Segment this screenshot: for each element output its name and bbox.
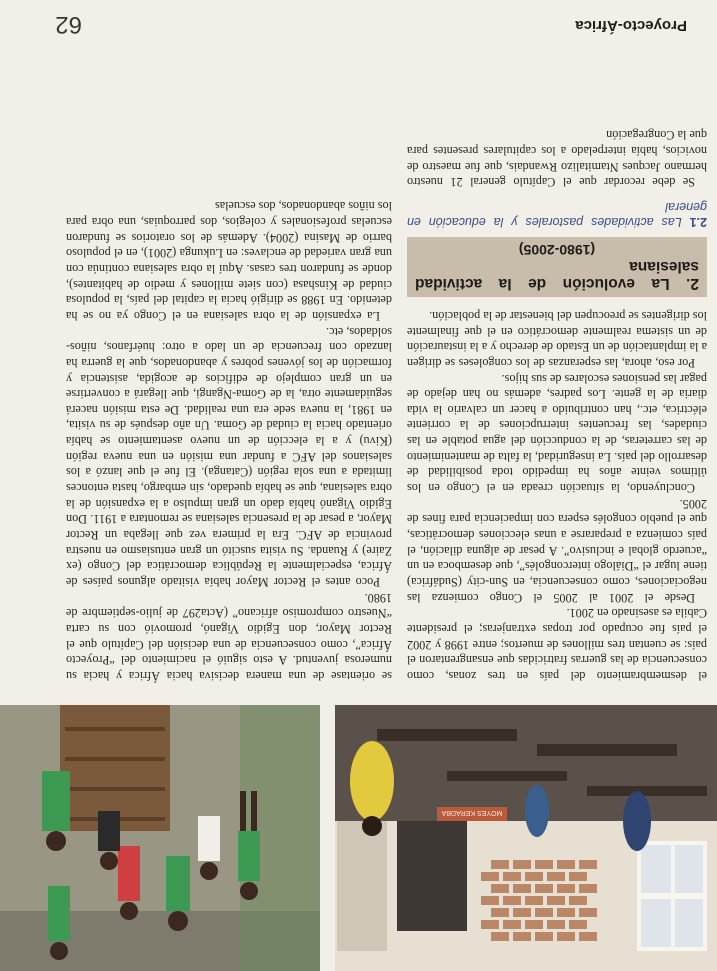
running-head: Proyecto-África [575,17,687,34]
photo-classroom-image [335,705,717,971]
photo-children [0,705,320,971]
subsection-title: Las actividades pastorales y la educación en general [407,200,707,230]
paragraph: Poco antes el Rector Mayor había visitado algunos países de África, especialmente la República democrática del Congo (ex Zaire) y Ruanda. Su visita suscitó un gran entusiasmo en nuestra provincia de AFC. Era la primera vez que llegaba un Rector Mayor, a pesar de la presencia salesiana se remontara a 1911. Don Egidio Viganó había dado un gran impulso a la expansión de la obra salesiana, que se había quedado, sin embargo, hasta entonces limitada a una sola región (Catanga). El fue el que lanzó a los salesianos del AFC a fundar una misión en una nueva región (Kivu) y a la elección de un nuevo asentamiento se había orientado hacia la ciudad de Goma. Un año después de su visita, en 1981, la nueva sede era una realidad. De esta misión nacerá seguidamente otra, la de Goma-Ngangi, que llegará a convertirse en un gran complejo de edificios de acogida, asistencia y formación de los jóvenes pobres y abandonados, que la guerra ha lanzado con frecuencia de un lado a otro: huérfanos, niños-soldados, etc. [66,324,392,590]
subsection-number: 2.1 [689,215,707,230]
section-heading-title: 2. La evolución de la actividad salesiana [415,258,699,293]
paragraph: Desde el 2001 al 2005 el Congo comienza las negociaciones, como consecuencia, en Sun-city (Sudáfrica) tiene lugar el “Diálogo intercongolés”, que desemboca en un “acuerdo global e inclusivo”. A pesar de alguna dilación, el país comienza a prepararse a unas elecciones democráticas, que el pueblo congolés espera con impaciencia para fines de 2005. [407,496,707,605]
page-number: 62 [55,11,82,38]
photo-children-image [0,705,320,971]
paragraph: Se debe recordar que el Capítulo general 21 nuestro hermano Jacques Ntamitalizo Rwandais, que fue maestro de novicios, había interpelado a los capitulares presentes para que la Congregación [407,128,707,190]
paragraph: Concluyendo, la situación creada en el Congo en los últimos veinte años ha impedido toda posibilidad de desarrollo del país. La inseguridad, la falta de mantenimiento de las carreteras, de la conducción del agua potable en las ciudades, las frecuentes interrupciones de la corriente eléctrica, etc., han contribuido a hacer un calvario la vida diaria de la gente. Los padres, además no han dejado de pagar las pensiones escolares de sus hijos. [407,371,707,496]
photo-sign-text: MOYES KERADBA [441,809,503,816]
section-heading-dates: (1980-2005) [518,242,596,259]
section-heading [407,237,707,297]
paragraph: Por eso, ahora, las esperanzas de los congoleses se dirigen a la implantación de un Estado de derecho y a la instauración de un sistema realmente democrático en el que finalmente los dirigentes se preocupen del bienestar de la población. [407,308,707,370]
subsection-heading [407,199,707,229]
paragraph: La expansión de la obra salesiana en el Congo ya no se ha detenido. En 1988 se dirigió hacia la capital del país, la populosa ciudad de Kinshasa (con siete millones y medio de habitantes), donde se fundaron tres casas. Aquí la obra salesiana continúa con una gran variedad de enclaves: en Lukunga (2001), en el populoso barrio de Masina (2004). Además de los oratorios se fundaron escuelas profesionales y colegios, dos parroquias, una obra para los niños abandonados, dos escuelas [66,199,392,323]
page-footer [0,0,717,66]
text-column-left [407,127,707,683]
text-column-right [66,198,392,683]
paragraph: se orientase de una manera decisiva hacia África y hacia su numerosa juventud. A esto siguió el nacimiento del “Proyecto África”, como consecuencia de una decisión del Capítulo que el Rector Mayor, don Egidio Viganó, promovió con su carta “Nuestro compromiso africano” (Acta297 de julio-septiembre de 1980. [66,590,392,683]
photo-classroom [335,705,717,971]
paragraph: el desmembramiento del país en tres zonas, como consecuencia de las guerras fratricidas que ensangrentaron el país: se cuentan tres millones de muertos; entre 1998 y 2002 el país fue ocupado por tropas extranjeras; el presidente Cabila es asesinado en 2001. [407,606,707,683]
